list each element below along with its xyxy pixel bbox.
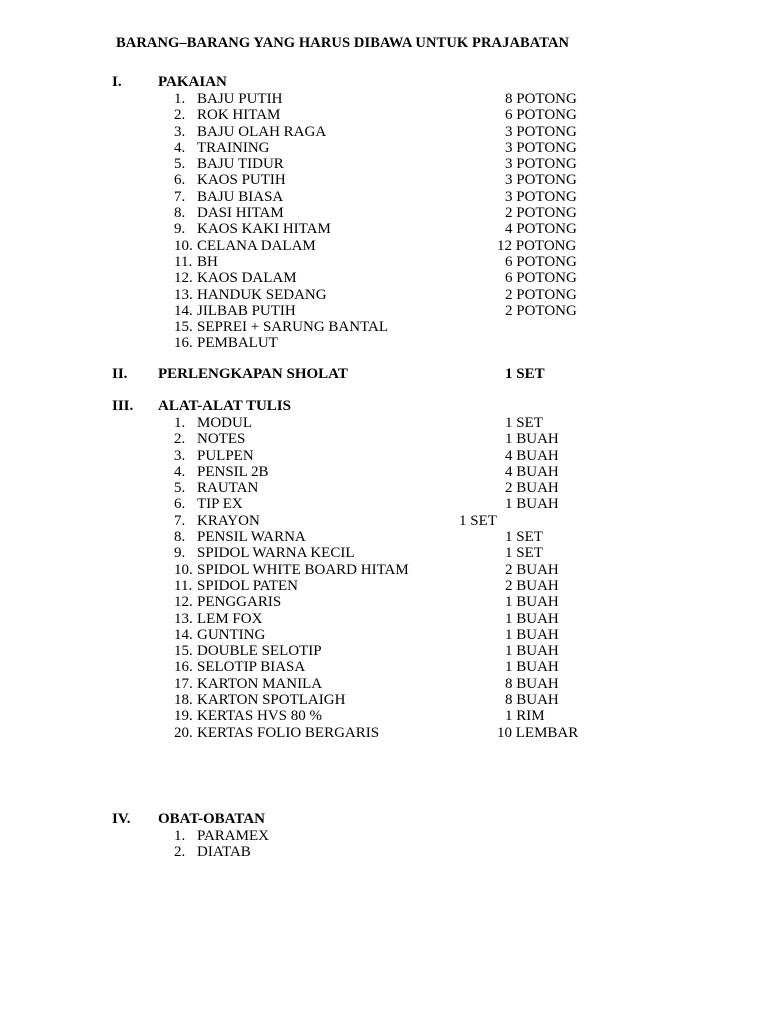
item-number: 15.: [174, 643, 193, 660]
item-quantity: 1 RIM: [505, 708, 545, 725]
list-item: [0, 319, 768, 335]
item-number: 2.: [174, 107, 186, 124]
document-title: BARANG–BARANG YANG HARUS DIBAWA UNTUK PRAJABATAN: [116, 35, 570, 51]
item-number: 1.: [174, 415, 186, 431]
item-quantity: 3 POTONG: [505, 172, 577, 189]
item-number: 3.: [174, 123, 186, 140]
item-number: 7.: [174, 512, 186, 529]
list-item: [0, 627, 768, 643]
item-name: PULPEN: [197, 447, 254, 464]
item-name: BAJU PUTIH: [197, 91, 283, 107]
item-quantity: 4 BUAH: [505, 447, 559, 464]
section-heading: [0, 366, 768, 383]
item-name: KRAYON: [197, 512, 260, 529]
list-item: [0, 415, 768, 431]
item-name: SEPREI + SARUNG BANTAL: [197, 319, 389, 336]
item-quantity: 3 POTONG: [505, 188, 577, 205]
item-number: 1.: [174, 91, 186, 107]
item-quantity: 3 POTONG: [505, 139, 577, 156]
list-item: [0, 513, 768, 529]
section-title: PAKAIAN: [158, 74, 227, 90]
list-item: [0, 431, 768, 447]
item-quantity: 8 BUAH: [505, 675, 559, 692]
item-name: PENSIL WARNA: [197, 529, 306, 546]
item-quantity: 1 BUAH: [505, 626, 559, 643]
item-name: CELANA DALAM: [197, 237, 316, 254]
item-number: 11.: [174, 577, 193, 594]
list-item: [0, 643, 768, 659]
item-quantity: 1 SET: [505, 529, 543, 546]
list-item: [0, 107, 768, 123]
item-name: TIP EX: [197, 496, 243, 513]
item-number: 1.: [174, 828, 186, 844]
item-quantity: 2 BUAH: [505, 480, 559, 497]
item-quantity: 1 SET: [505, 545, 543, 562]
item-number: 12.: [174, 270, 193, 287]
item-name: PENSIL 2B: [197, 463, 269, 480]
item-number: 14.: [174, 626, 193, 643]
item-name: KAOS DALAM: [197, 270, 297, 287]
item-number: 11.: [174, 253, 193, 270]
list-item: [0, 464, 768, 480]
item-name: PARAMEX: [197, 828, 269, 844]
item-name: KARTON MANILA: [197, 675, 323, 692]
item-number: 9.: [174, 221, 186, 238]
list-item: [0, 238, 768, 254]
item-quantity: 3 POTONG: [505, 156, 577, 173]
list-item: [0, 189, 768, 205]
item-name: KARTON SPOTLAIGH: [197, 692, 346, 709]
item-number: 2.: [174, 844, 186, 861]
item-quantity: 4 BUAH: [505, 463, 559, 480]
list-item: [0, 725, 768, 741]
list-item: [0, 562, 768, 578]
item-quantity: 2 BUAH: [505, 577, 559, 594]
list-item: [0, 480, 768, 496]
section-number: I.: [112, 74, 122, 90]
item-quantity: 1 SET: [459, 512, 497, 529]
item-number: 15.: [174, 319, 193, 336]
item-quantity: 2 POTONG: [505, 302, 577, 319]
list-item: [0, 124, 768, 140]
item-quantity: 1 BUAH: [505, 431, 559, 448]
section-pakaian: [0, 74, 768, 352]
item-number: 8.: [174, 205, 186, 222]
item-name: BAJU TIDUR: [197, 156, 284, 173]
item-number: 12.: [174, 594, 193, 611]
item-name: NOTES: [197, 431, 246, 448]
section-title: PERLENGKAPAN SHOLAT: [158, 366, 348, 382]
item-number: 19.: [174, 708, 193, 725]
item-quantity: 12 POTONG: [497, 237, 577, 254]
list-item: [0, 335, 768, 351]
section-number: III.: [112, 398, 134, 414]
item-number: 4.: [174, 463, 186, 480]
list-item: [0, 156, 768, 172]
item-name: KAOS KAKI HITAM: [197, 221, 331, 238]
item-name: KERTAS HVS 80 %: [197, 708, 322, 725]
item-name: HANDUK SEDANG: [197, 286, 327, 303]
item-name: DASI HITAM: [197, 205, 284, 222]
item-quantity: 1 BUAH: [505, 610, 559, 627]
section-number: IV.: [112, 811, 131, 827]
item-name: BAJU BIASA: [197, 188, 284, 205]
list-item: [0, 659, 768, 675]
item-number: 5.: [174, 156, 186, 173]
item-number: 10.: [174, 237, 193, 254]
item-quantity: 2 POTONG: [505, 205, 577, 222]
item-number: 13.: [174, 286, 193, 303]
item-quantity: 3 POTONG: [505, 123, 577, 140]
list-item: [0, 545, 768, 561]
item-quantity: 1 BUAH: [505, 496, 559, 513]
item-number: 16.: [174, 659, 193, 676]
list-item: [0, 303, 768, 319]
item-quantity: 8 POTONG: [505, 91, 577, 107]
item-quantity: 4 POTONG: [505, 221, 577, 238]
item-name: RAUTAN: [197, 480, 259, 497]
section-number: II.: [112, 366, 128, 382]
section-perlengkapan-sholat: [0, 366, 768, 383]
item-name: JILBAB PUTIH: [197, 302, 296, 319]
item-number: 14.: [174, 302, 193, 319]
section-obat-obatan: [0, 811, 768, 861]
item-quantity: 10 LEMBAR: [497, 724, 579, 741]
item-number: 5.: [174, 480, 186, 497]
item-number: 9.: [174, 545, 186, 562]
list-item: [0, 287, 768, 303]
list-item: [0, 172, 768, 188]
list-item: [0, 692, 768, 708]
section-alat-tulis: [0, 398, 768, 741]
item-quantity: 6 POTONG: [505, 107, 577, 124]
item-number: 18.: [174, 692, 193, 709]
item-name: SELOTIP BIASA: [197, 659, 306, 676]
item-quantity: 6 POTONG: [505, 270, 577, 287]
section-title: OBAT-OBATAN: [158, 811, 265, 827]
section-heading: [0, 398, 768, 415]
section-title: ALAT-ALAT TULIS: [158, 398, 291, 414]
item-name: GUNTING: [197, 626, 266, 643]
list-item: [0, 828, 768, 844]
list-item: [0, 140, 768, 156]
list-item: [0, 448, 768, 464]
list-item: [0, 676, 768, 692]
item-quantity: 6 POTONG: [505, 253, 577, 270]
item-number: 2.: [174, 431, 186, 448]
item-number: 20.: [174, 724, 193, 741]
list-item: [0, 270, 768, 286]
item-number: 17.: [174, 675, 193, 692]
item-name: BAJU OLAH RAGA: [197, 123, 327, 140]
item-number: 13.: [174, 610, 193, 627]
item-number: 3.: [174, 447, 186, 464]
item-number: 7.: [174, 188, 186, 205]
list-item: [0, 205, 768, 221]
item-name: DOUBLE SELOTIP: [197, 643, 322, 660]
item-number: 6.: [174, 172, 186, 189]
item-name: BH: [197, 253, 218, 270]
item-name: PEMBALUT: [197, 335, 278, 352]
item-name: LEM FOX: [197, 610, 263, 627]
list-item: [0, 91, 768, 107]
item-number: 4.: [174, 139, 186, 156]
item-name: MODUL: [197, 415, 252, 431]
section-quantity: 1 SET: [505, 366, 545, 382]
item-quantity: 1 BUAH: [505, 659, 559, 676]
item-number: 16.: [174, 335, 193, 352]
item-name: TRAINING: [197, 139, 270, 156]
item-quantity: 2 POTONG: [505, 286, 577, 303]
item-name: KERTAS FOLIO BERGARIS: [197, 724, 380, 741]
item-quantity: 2 BUAH: [505, 561, 559, 578]
section-heading: [0, 811, 768, 828]
list-item: [0, 708, 768, 724]
list-item: [0, 578, 768, 594]
list-item: [0, 496, 768, 512]
list-item: [0, 529, 768, 545]
item-name: SPIDOL PATEN: [197, 577, 298, 594]
item-name: SPIDOL WHITE BOARD HITAM: [197, 561, 409, 578]
item-name: KAOS PUTIH: [197, 172, 286, 189]
item-name: SPIDOL WARNA KECIL: [197, 545, 355, 562]
section-heading: [0, 74, 768, 91]
item-number: 8.: [174, 529, 186, 546]
list-item: [0, 611, 768, 627]
item-quantity: 1 SET: [505, 415, 543, 431]
list-item: [0, 221, 768, 237]
list-item: [0, 254, 768, 270]
list-item: [0, 594, 768, 610]
item-number: 10.: [174, 561, 193, 578]
item-name: ROK HITAM: [197, 107, 281, 124]
item-quantity: 8 BUAH: [505, 692, 559, 709]
item-number: 6.: [174, 496, 186, 513]
item-quantity: 1 BUAH: [505, 643, 559, 660]
list-item: [0, 844, 768, 860]
item-name: PENGGARIS: [197, 594, 282, 611]
item-quantity: 1 BUAH: [505, 594, 559, 611]
item-name: DIATAB: [197, 844, 251, 861]
